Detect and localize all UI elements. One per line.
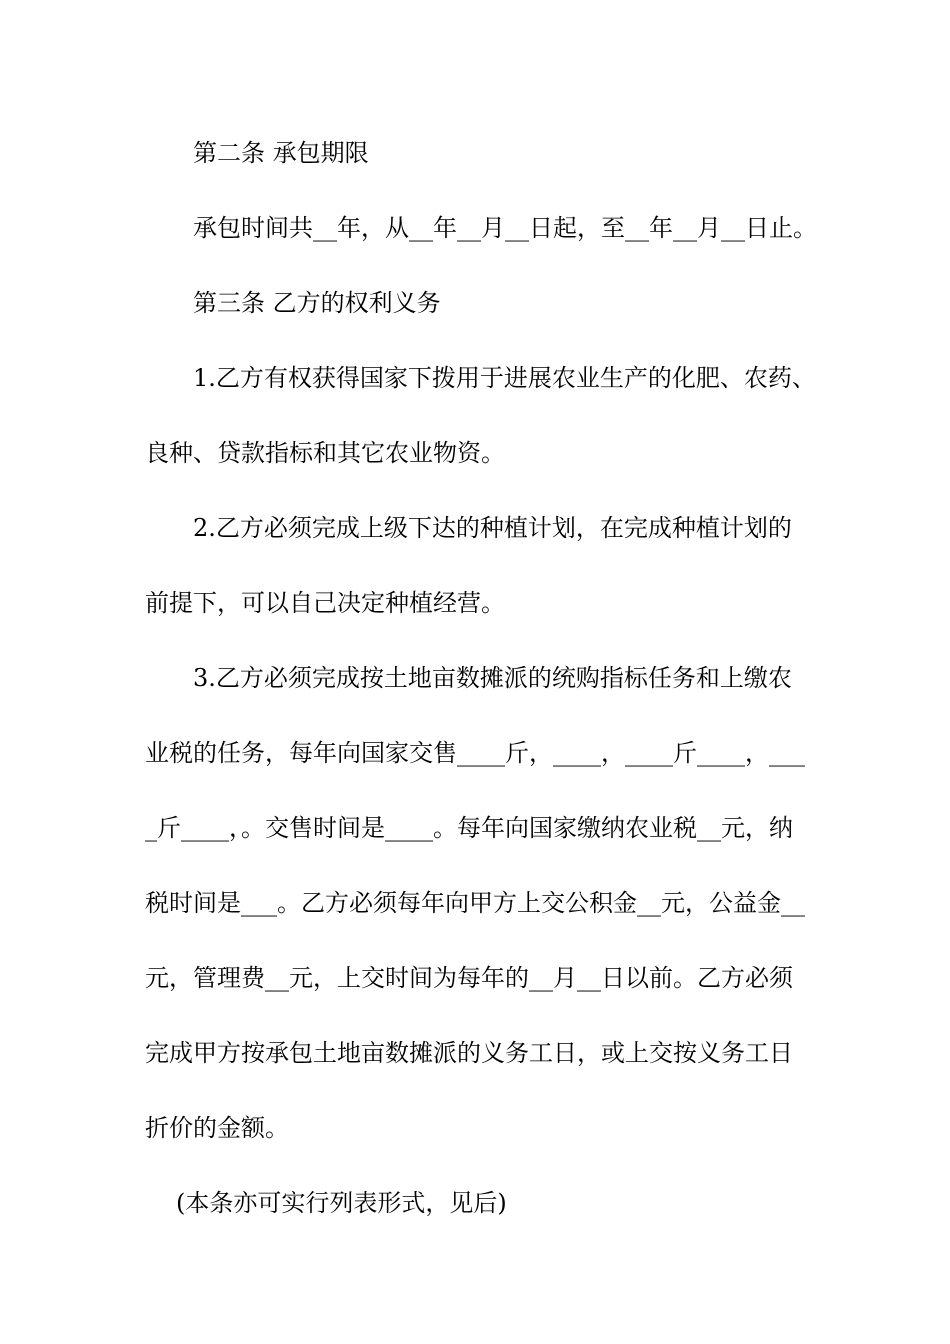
article-2-heading: 第二条 承包期限 <box>193 139 369 167</box>
article-3-heading: 第三条 乙方的权利义务 <box>193 289 441 317</box>
clause-3-line-7: 折价的金额。 <box>145 1114 289 1142</box>
clause-2-line-1: 2.乙方必须完成上级下达的种植计划，在完成种植计划的 <box>193 514 792 542</box>
clause-3-line-3: _斤____，。交售时间是____。每年向国家缴纳农业税__元，纳 <box>145 814 793 842</box>
clause-2-line-2: 前提下，可以自己决定种植经营。 <box>145 589 505 617</box>
clause-3-line-6: 完成甲方按承包土地亩数摊派的义务工日，或上交按义务工日 <box>145 1039 793 1067</box>
table-form-note: (本条亦可实行列表形式，见后) <box>176 1189 507 1217</box>
clause-3-line-2: 业税的任务，每年向国家交售____斤，____，____斤____，___ <box>145 739 805 767</box>
clause-3-line-5: 元，管理费__元，上交时间为每年的__月__日以前。乙方必须 <box>145 964 793 992</box>
clause-1-line-1: 1.乙方有权获得国家下拨用于进展农业生产的化肥、农药、 <box>193 364 816 392</box>
contract-term-text: 承包时间共__年，从__年__月__日起，至__年__月__日止。 <box>193 214 817 242</box>
clause-3-line-4: 税时间是___。乙方必须每年向甲方上交公积金__元，公益金__ <box>145 889 805 917</box>
clause-1-line-2: 良种、贷款指标和其它农业物资。 <box>145 439 505 467</box>
clause-3-line-1: 3.乙方必须完成按土地亩数摊派的统购指标任务和上缴农 <box>193 664 792 692</box>
